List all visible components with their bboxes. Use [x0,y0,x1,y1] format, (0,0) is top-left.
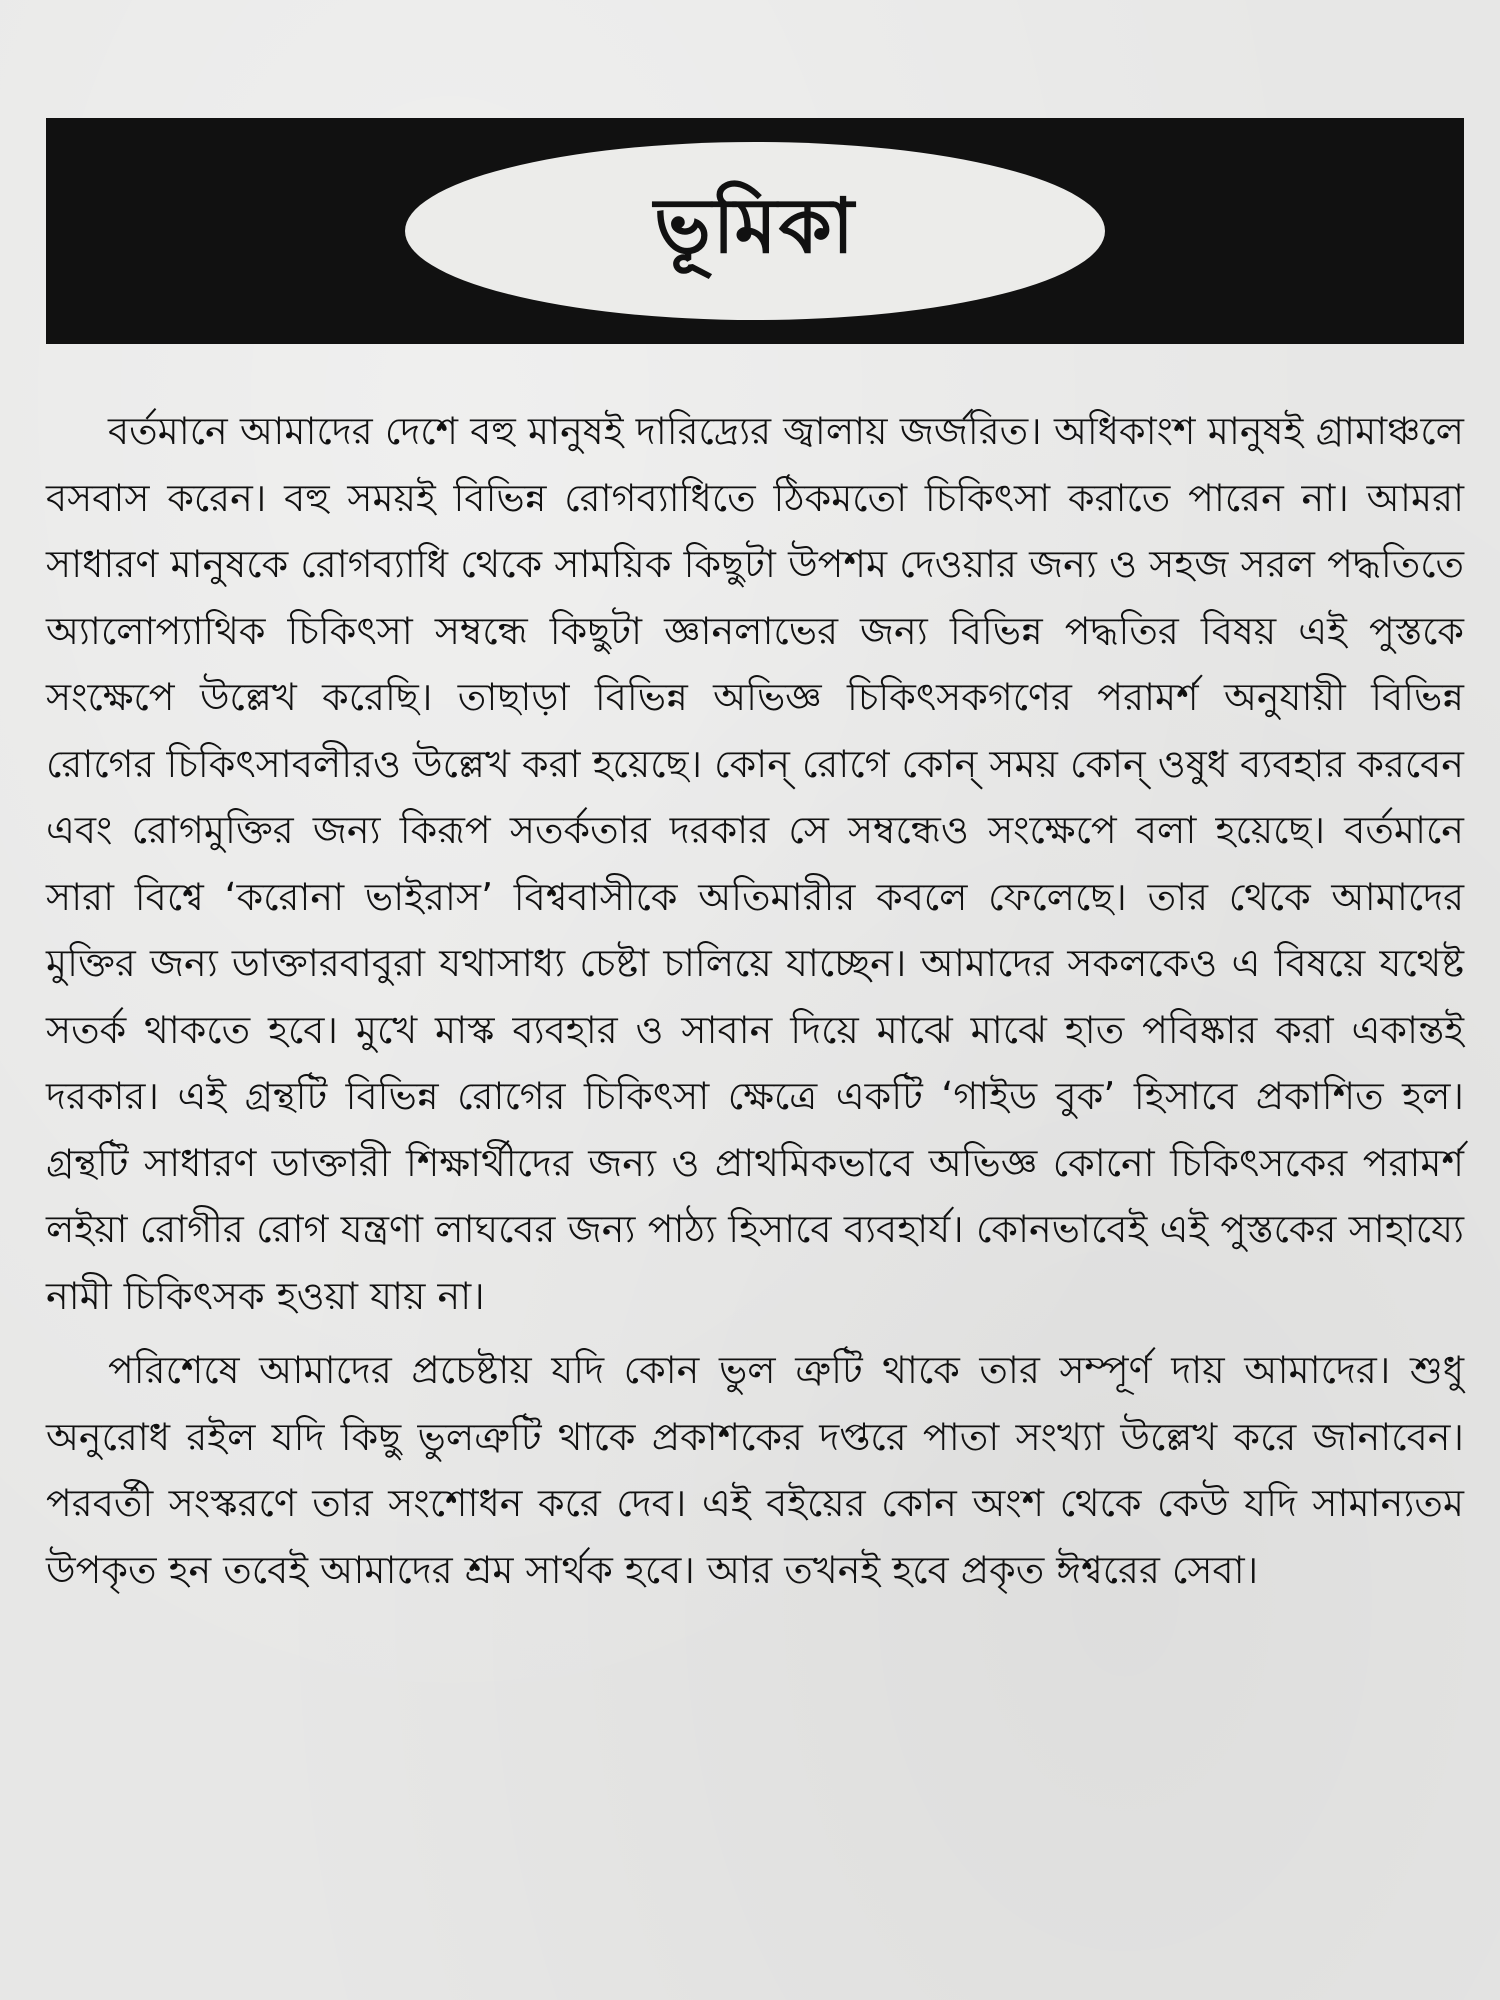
title-oval [405,142,1105,320]
paragraph-1 [46,398,1464,1329]
title-banner [46,118,1464,344]
paragraph-2 [46,1337,1464,1603]
body-text [46,398,1464,1603]
page-title: ভূমিকা [654,180,856,270]
paragraph-text: পরিশেষে আমাদের প্রচেষ্টায় যদি কোন ভুল ত্রুটি থাকে তার সম্পূর্ণ দায় আমাদের। শুধু অনুরোধ রইল যদি কিছু ভুলত্রুটি থাকে প্রকাশকের দপ্তরে পাতা সংখ্যা উল্লেখ করে জানাবেন। পরবর্তী সংস্করণে তার সংশোধন করে দেব। এই বইয়ের কোন অংশ থেকে কেউ যদি সামান্যতম উপকৃত হন তবেই আমাদের শ্রম সার্থক হবে। আর তখনই হবে প্রকৃত ঈশ্বরের সেবা। [46,1348,1464,1592]
paragraph-text: বর্তমানে আমাদের দেশে বহু মানুষই দারিদ্র্যের জ্বালায় জর্জরিত। অধিকাংশ মানুষই গ্রামাঞ্চলে বসবাস করেন। বহু সময়ই বিভিন্ন রোগব্যাধিতে ঠিকমতো চিকিৎসা করাতে পারেন না। আমরা সাধারণ মানুষকে রোগব্যাধি থেকে সাময়িক কিছুটা উপশম দেওয়ার জন্য ও সহজ সরল পদ্ধতিতে অ্যালোপ্যাথিক চিকিৎসা সম্বন্ধে কিছুটা জ্ঞানলাভের জন্য বিভিন্ন পদ্ধতির বিষয় এই পুস্তকে সংক্ষেপে উল্লেখ করেছি। তাছাড়া বিভিন্ন অভিজ্ঞ চিকিৎসকগণের পরামর্শ অনুযায়ী বিভিন্ন রোগের চিকিৎসাবলীরও উল্লেখ করা হয়েছে। কোন্ রোগে কোন্ সময় কোন্ ওষুধ ব্যবহার করবেন এবং রোগমুক্তির জন্য কিরূপ সতর্কতার দরকার সে সম্বন্ধেও সংক্ষেপে বলা হয়েছে। বর্তমানে সারা বিশ্বে ‘করোনা ভাইরাস’ বিশ্ববাসীকে অতিমারীর কবলে ফেলেছে। তার থেকে আমাদের মুক্তির জন্য ডাক্তারবাবুরা যথাসাধ্য চেষ্টা চালিয়ে যাচ্ছেন। আমাদের সকলকেও এ বিষয়ে যথেষ্ট সতর্ক থাকতে হবে। মুখে মাস্ক ব্যবহার ও সাবান দিয়ে মাঝে মাঝে হাত পবিষ্কার করা একান্তই দরকার। এই গ্রন্থটি বিভিন্ন রোগের চিকিৎসা ক্ষেত্রে একটি ‘গাইড বুক’ হিসাবে প্রকাশিত হল। গ্রন্থটি সাধারণ ডাক্তারী শিক্ষার্থীদের জন্য ও প্রাথমিকভাবে অভিজ্ঞ কোনো চিকিৎসকের পরামর্শ লইয়া রোগীর রোগ যন্ত্রণা লাঘবের জন্য পাঠ্য হিসাবে ব্যবহার্য। কোনভাবেই এই পুস্তকের সাহায্যে নামী চিকিৎসক হওয়া যায় না। [46,409,1464,1318]
